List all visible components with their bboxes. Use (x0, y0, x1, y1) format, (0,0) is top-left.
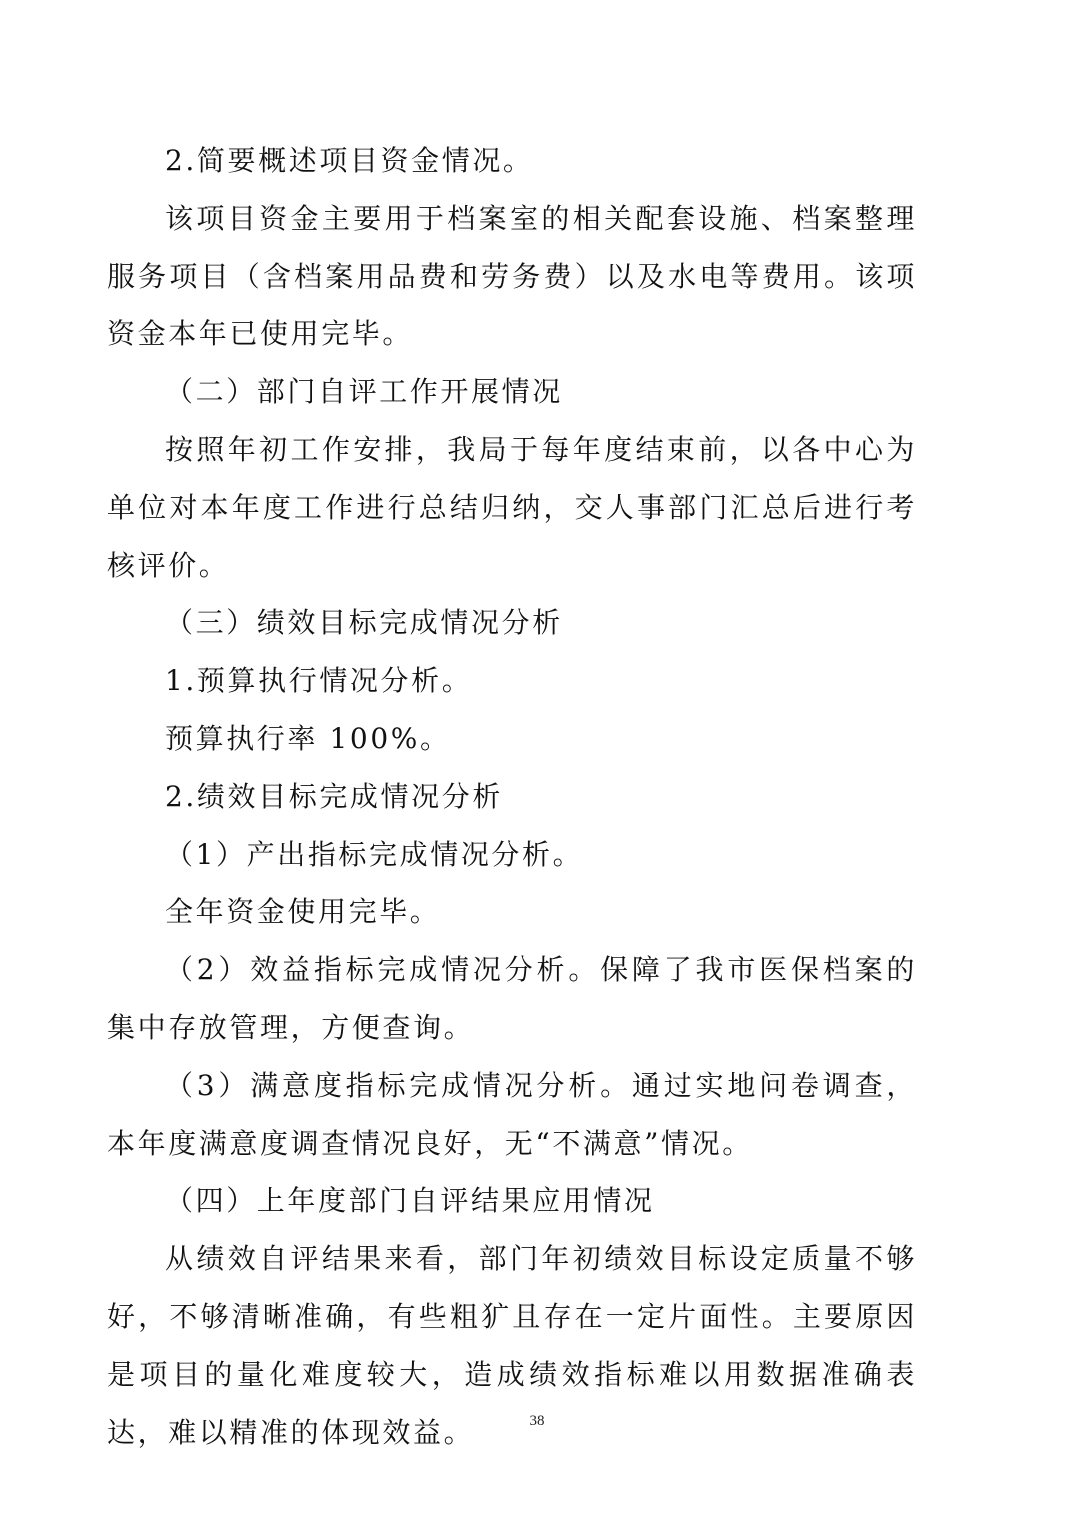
subheading-budget-execution: 1.预算执行情况分析。 (165, 664, 473, 698)
paragraph-self-evaluation: 按照年初工作安排，我局于每年度结束前，以各中心为单位对本年度工作进行总结归纳，交人事部门汇总后进行考核评价。 (107, 432, 917, 582)
section-heading-self-evaluation: （二）部门自评工作开展情况 (165, 375, 563, 409)
paragraph-funds-used: 全年资金使用完毕。 (165, 895, 441, 929)
item-satisfaction-indicators: （3）满意度指标完成情况分析。通过实地问卷调查，本年度满意度调查情况良好，无“不满意”情况。 (107, 1068, 917, 1160)
section-heading-performance-analysis: （三）绩效目标完成情况分析 (165, 606, 563, 640)
page-number: 38 (529, 1413, 545, 1429)
paragraph-results-analysis: 从绩效自评结果来看，部门年初绩效目标设定质量不够好，不够清晰准确，有些粗犷且存在一定片面性。主要原因是项目的量化难度较大，造成绩效指标难以用数据准确表达，难以精准的体现效益。 (107, 1242, 917, 1449)
section-heading-previous-year-results: （四）上年度部门自评结果应用情况 (165, 1184, 655, 1218)
paragraph-fund-usage: 该项目资金主要用于档案室的相关配套设施、档案整理服务项目（含档案用品费和劳务费）以及水电等费用。该项资金本年已使用完毕。 (107, 201, 917, 351)
body-text (107, 132, 917, 1461)
item-benefit-indicators: （2）效益指标完成情况分析。保障了我市医保档案的集中存放管理，方便查询。 (107, 953, 917, 1044)
item-output-indicators: （1）产出指标完成情况分析。 (165, 837, 584, 871)
paragraph-budget-rate: 预算执行率 100%。 (165, 721, 451, 755)
subheading-target-completion: 2.绩效目标完成情况分析 (165, 779, 503, 813)
paragraph-fund-overview-heading: 2.简要概述项目资金情况。 (165, 144, 534, 177)
